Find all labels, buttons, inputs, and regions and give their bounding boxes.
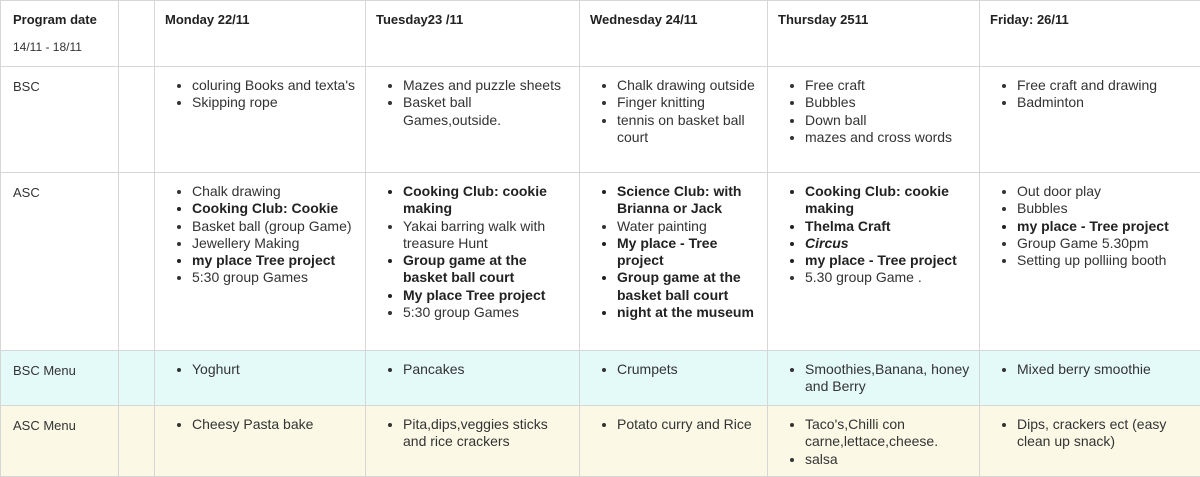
menu-cell xyxy=(768,406,980,477)
list-item: • my place Tree project xyxy=(192,252,357,269)
list-item: • Pita,dips,veggies sticks and rice crackers xyxy=(403,416,571,451)
activity-cell xyxy=(980,67,1200,173)
list-item: • Group game at the basket ball court xyxy=(403,252,571,287)
list-item: • Basket ball Games,outside. xyxy=(403,94,571,129)
day-header-thursday xyxy=(768,1,980,67)
list-item: • Cooking Club: cookie making xyxy=(403,183,571,218)
menu-list xyxy=(768,351,979,396)
row-label: BSC Menu xyxy=(1,351,118,378)
header-row xyxy=(1,1,1200,67)
activity-cell xyxy=(768,173,980,351)
menu-list xyxy=(768,406,979,468)
list-item: • Thelma Craft xyxy=(805,218,971,235)
activity-cell xyxy=(155,173,366,351)
activity-list xyxy=(768,67,979,146)
list-item: • Jewellery Making xyxy=(192,235,357,252)
list-item: • Group game at the basket ball court xyxy=(617,269,759,304)
list-item: • Cheesy Pasta bake xyxy=(192,416,357,433)
list-item: • Smoothies,Banana, honey and Berry xyxy=(805,361,971,396)
list-item: • Skipping rope xyxy=(192,94,357,111)
day-header-tuesday xyxy=(366,1,580,67)
program-date-label: Program date xyxy=(1,1,118,27)
list-item: • Out door play xyxy=(1017,183,1192,200)
activity-cell xyxy=(980,173,1200,351)
list-item: • my place - Tree project xyxy=(805,252,971,269)
list-item: • Yakai barring walk with treasure Hunt xyxy=(403,218,571,253)
asc-menu-row xyxy=(1,406,1200,477)
activity-cell xyxy=(768,67,980,173)
menu-cell xyxy=(980,406,1200,477)
activity-cell xyxy=(155,67,366,173)
day-title: Friday: 26/11 xyxy=(980,1,1200,27)
list-item: • 5.30 group Game . xyxy=(805,269,971,286)
menu-list xyxy=(580,406,767,433)
list-item: • Chalk drawing outside xyxy=(617,77,759,94)
day-header-friday xyxy=(980,1,1200,67)
activity-list xyxy=(366,67,579,129)
list-item: • My place - Tree project xyxy=(617,235,759,270)
list-item: • 5:30 group Games xyxy=(403,304,571,321)
menu-cell xyxy=(155,351,366,406)
list-item: • Badminton xyxy=(1017,94,1192,111)
menu-list xyxy=(155,406,365,433)
spacer-cell xyxy=(119,67,155,173)
list-item: • Finger knitting xyxy=(617,94,759,111)
list-item: • Mixed berry smoothie xyxy=(1017,361,1192,378)
list-item: • night at the museum xyxy=(617,304,759,321)
program-date-range: 14/11 - 18/11 xyxy=(1,27,118,54)
row-label: ASC xyxy=(1,173,118,200)
list-item: • Circus xyxy=(805,235,971,252)
day-title: Monday 22/11 xyxy=(155,1,365,27)
activity-list xyxy=(980,67,1200,112)
menu-cell xyxy=(580,406,768,477)
activity-cell xyxy=(366,173,580,351)
list-item: • salsa xyxy=(805,451,971,468)
menu-cell xyxy=(580,351,768,406)
list-item: • Down ball xyxy=(805,112,971,129)
spacer-cell xyxy=(119,1,155,67)
activity-list xyxy=(155,67,365,112)
activity-list xyxy=(768,173,979,287)
list-item: • Cooking Club: Cookie xyxy=(192,200,357,217)
list-item: • coluring Books and texta's xyxy=(192,77,357,94)
list-item: • Basket ball (group Game) xyxy=(192,218,357,235)
list-item: • Bubbles xyxy=(1017,200,1192,217)
activity-list xyxy=(155,173,365,287)
list-item: • Water painting xyxy=(617,218,759,235)
day-title: Wednesday 24/11 xyxy=(580,1,767,27)
list-item: • Cooking Club: cookie making xyxy=(805,183,971,218)
day-title: Tuesday23 /11 xyxy=(366,1,579,27)
list-item: • Chalk drawing xyxy=(192,183,357,200)
bsc-row xyxy=(1,67,1200,173)
spacer-cell xyxy=(119,173,155,351)
list-item: • Crumpets xyxy=(617,361,759,378)
row-label-cell xyxy=(1,67,119,173)
list-item: • Bubbles xyxy=(805,94,971,111)
list-item: • mazes and cross words xyxy=(805,129,971,146)
list-item: • Pancakes xyxy=(403,361,571,378)
row-label-cell xyxy=(1,351,119,406)
activity-cell xyxy=(366,67,580,173)
activity-list xyxy=(366,173,579,321)
list-item: • tennis on basket ball court xyxy=(617,112,759,147)
menu-list xyxy=(980,351,1200,378)
list-item: • My place Tree project xyxy=(403,287,571,304)
day-title: Thursday 2511 xyxy=(768,1,979,27)
row-label: ASC Menu xyxy=(1,406,118,433)
menu-list xyxy=(580,351,767,378)
list-item: • Free craft and drawing xyxy=(1017,77,1192,94)
list-item: • Group Game 5.30pm xyxy=(1017,235,1192,252)
list-item: • Mazes and puzzle sheets xyxy=(403,77,571,94)
activity-cell xyxy=(580,173,768,351)
menu-cell xyxy=(768,351,980,406)
day-header-wednesday xyxy=(580,1,768,67)
menu-list xyxy=(155,351,365,378)
asc-row xyxy=(1,173,1200,351)
row-label: BSC xyxy=(1,67,118,94)
menu-list xyxy=(366,351,579,378)
list-item: • Free craft xyxy=(805,77,971,94)
activity-list xyxy=(980,173,1200,269)
list-item: • 5:30 group Games xyxy=(192,269,357,286)
list-item: • Science Club: with Brianna or Jack xyxy=(617,183,759,218)
activity-list xyxy=(580,67,767,146)
menu-cell xyxy=(980,351,1200,406)
day-header-monday xyxy=(155,1,366,67)
spacer-cell xyxy=(119,406,155,477)
list-item: • Setting up polliing booth xyxy=(1017,252,1192,269)
activity-cell xyxy=(580,67,768,173)
menu-cell xyxy=(155,406,366,477)
list-item: • Potato curry and Rice xyxy=(617,416,759,433)
menu-list xyxy=(980,406,1200,451)
activity-list xyxy=(580,173,767,321)
menu-cell xyxy=(366,406,580,477)
program-date-cell xyxy=(1,1,119,67)
bsc-menu-row xyxy=(1,351,1200,406)
menu-list xyxy=(366,406,579,451)
list-item: • Dips, crackers ect (easy clean up snack) xyxy=(1017,416,1192,451)
list-item: • Yoghurt xyxy=(192,361,357,378)
spacer-cell xyxy=(119,351,155,406)
row-label-cell xyxy=(1,406,119,477)
list-item: • Taco's,Chilli con carne,lettace,cheese. xyxy=(805,416,971,451)
menu-cell xyxy=(366,351,580,406)
list-item: • my place - Tree project xyxy=(1017,218,1192,235)
row-label-cell xyxy=(1,173,119,351)
